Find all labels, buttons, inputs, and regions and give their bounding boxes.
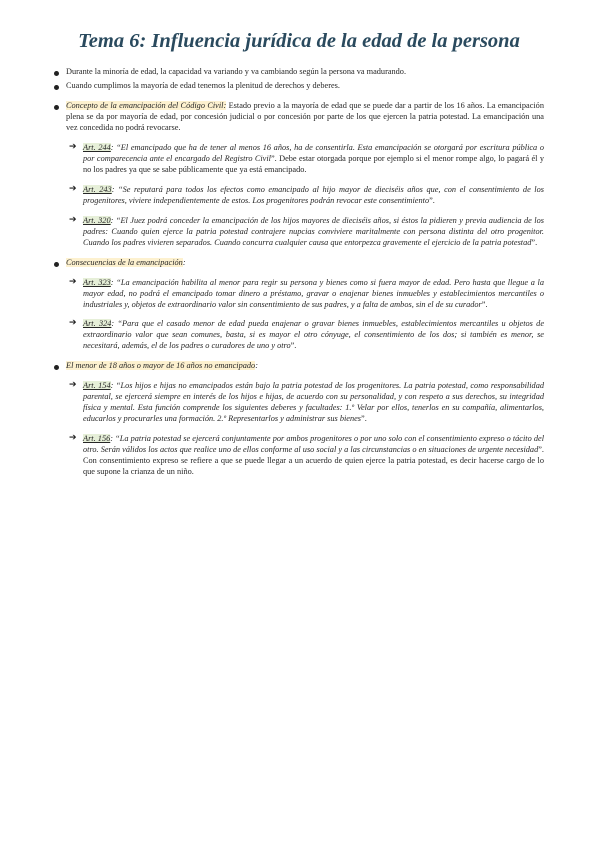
- arrow-right-icon: ➔: [69, 318, 77, 329]
- article-comment: ”.: [361, 414, 367, 424]
- article-text: [83, 434, 544, 478]
- section-text: Estado previo a la mayoría de edad que se puede dar a partir de los 16 años. La emancipación plena se da por mayoría de edad, por concesión judicial o por concesión por parte de los que ejercen la patria potestad. La emancipación una vez concedida no podrá revocarse.: [66, 101, 544, 133]
- section-paragraph: [66, 258, 544, 269]
- section-paragraph: [66, 101, 544, 134]
- article-comment: ”.: [429, 195, 435, 205]
- article-quote: : “Se reputará para todos los efectos como emancipado al hijo mayor de dieciséis años que, con el consentimiento de los progenitores, viviere independientemente de estos. Los progenitores podrán revocar este consentimiento: [83, 185, 544, 205]
- article-item: [67, 185, 544, 207]
- article-comment: ”.: [290, 341, 297, 351]
- article-list: [66, 143, 544, 249]
- article-item: [67, 216, 544, 249]
- section-heading-suffix: :: [255, 361, 258, 371]
- article-comment: ”. Con consentimiento expreso se refiere a que se puede llegar a un acuerdo de quien ejerce la patria potestad, es decir hacerse cargo de lo que supone la crianza de un niño.: [83, 444, 544, 476]
- article-quote: : “Los hijos e hijas no emancipados están bajo la patria potestad de los progenitores. La patria potestad, como responsabilidad parental, se ejercerá siempre en interés de los hijos e hijas, de acuerdo con su personalidad, y con respeto a sus derechos, su integridad física y mental. Esta función comprende los siguientes deberes y facultades: 1.º Velar por ellos, tenerlos en su compañía, alimentarlos, educarlos y procurarles una formación. 2.º Representarlos y administrar sus bienes: [83, 381, 544, 424]
- article-item: [67, 319, 544, 352]
- article-list: [66, 381, 544, 478]
- bullet-icon: [54, 262, 59, 267]
- article-ref: Art. 320: [83, 215, 111, 225]
- article-text: [83, 185, 544, 207]
- article-ref: Art. 324: [83, 319, 112, 329]
- article-ref: Art. 243: [83, 185, 112, 195]
- arrow-right-icon: ➔: [69, 184, 77, 195]
- section-heading: El menor de 18 años o mayor de 16 años no emancipado: [66, 361, 256, 371]
- article-text: [83, 143, 544, 176]
- arrow-right-icon: ➔: [69, 214, 77, 225]
- bullet-icon: [54, 105, 59, 110]
- main-list: [54, 67, 544, 478]
- article-text: [83, 381, 544, 425]
- section-paragraph: [66, 361, 544, 372]
- list-item: [54, 67, 544, 78]
- article-list: [66, 278, 544, 353]
- paragraph-text: Durante la minoría de edad, la capacidad va variando y va cambiando según la persona va madurando.: [66, 66, 407, 76]
- list-item: [54, 81, 544, 92]
- article-comment: ”.: [481, 299, 488, 309]
- article-ref: Art. 156: [83, 433, 111, 443]
- article-quote: : “La emancipación habilita al menor para regir su persona y bienes como si fuera mayor de edad. Pero hasta que llegue a la mayor edad, no podrá el emancipado tomar dinero a préstamo, gravar o enajenar bienes inmuebles y establecimientos mercantiles o industriales y, objetos de extraordinario valor sin consentimiento de sus padres, y a falta de ambos, sin el de su curador: [83, 277, 544, 309]
- bullet-icon: [54, 365, 59, 370]
- section-menor: [54, 361, 544, 477]
- article-item: [67, 143, 544, 176]
- arrow-right-icon: ➔: [69, 142, 77, 153]
- article-quote: : “Para que el casado menor de edad pueda enajenar o gravar bienes inmuebles, establecimientos mercantiles u objetos de extraordinario valor que sean comunes, basta, si es mayor el otro cónyuge, el consentimiento de los dos; si también es menor, se necesitará, además, el de los padres o curadores de uno y otro: [83, 319, 545, 351]
- page-title: Tema 6: Influencia jurídica de la edad de la persona: [78, 30, 520, 52]
- section-heading: Concepto de la emancipación del Código Civil:: [66, 101, 227, 111]
- article-quote: : “La patria potestad se ejercerá conjuntamente por ambos progenitores o por uno solo con el consentimiento expreso o tácito del otro. Serán válidos los actos que realice uno de ellos conforme al uso social y a las circunstancias o en situaciones de urgente necesidad: [83, 433, 544, 454]
- article-item: [67, 278, 544, 311]
- article-comment: ”.: [531, 237, 538, 247]
- section-consecuencias: [54, 258, 544, 353]
- arrow-right-icon: ➔: [69, 276, 77, 287]
- article-item: [67, 381, 544, 425]
- section-heading-suffix: :: [182, 257, 186, 267]
- article-ref: Art. 154: [83, 381, 111, 391]
- bullet-icon: [54, 71, 59, 76]
- arrow-right-icon: ➔: [69, 380, 77, 391]
- bullet-icon: [54, 85, 59, 90]
- paragraph-text: Cuando cumplimos la mayoría de edad tenemos la plenitud de derechos y deberes.: [66, 81, 340, 91]
- article-quote: : “El Juez podrá conceder la emancipación de los hijos mayores de dieciséis años, si éstos la pidieren y previa audiencia de los padres: Cuando quien ejerce la patria potestad contrajere nupcias conviviere maritalmente con persona distinta del otro progenitor. Cuando los padres vivieren separados. Cuando concurra cualquier causa que entorpezca gravemente el ejercicio de la patria potestad: [83, 215, 544, 247]
- article-text: [83, 216, 544, 249]
- section-concepto: [54, 101, 544, 248]
- article-item: [67, 434, 544, 478]
- section-heading: Consecuencias de la emancipación: [66, 257, 183, 267]
- article-text: [83, 319, 544, 352]
- arrow-right-icon: ➔: [69, 432, 77, 443]
- article-text: [83, 278, 544, 311]
- article-comment: ”. Debe estar otorgada porque por ejemplo si el menor rompe algo, lo pagará él y no los padres ya que se sabe públicamente que ya está emancipado.: [83, 154, 544, 175]
- article-ref: Art. 244: [83, 143, 111, 153]
- article-quote: : “El emancipado que ha de tener al menos 16 años, ha de consentirla. Esta emancipación se otorgará por escritura pública o por comparecencia ante el encargado del Registro Civil: [83, 143, 545, 164]
- article-ref: Art. 323: [83, 277, 111, 287]
